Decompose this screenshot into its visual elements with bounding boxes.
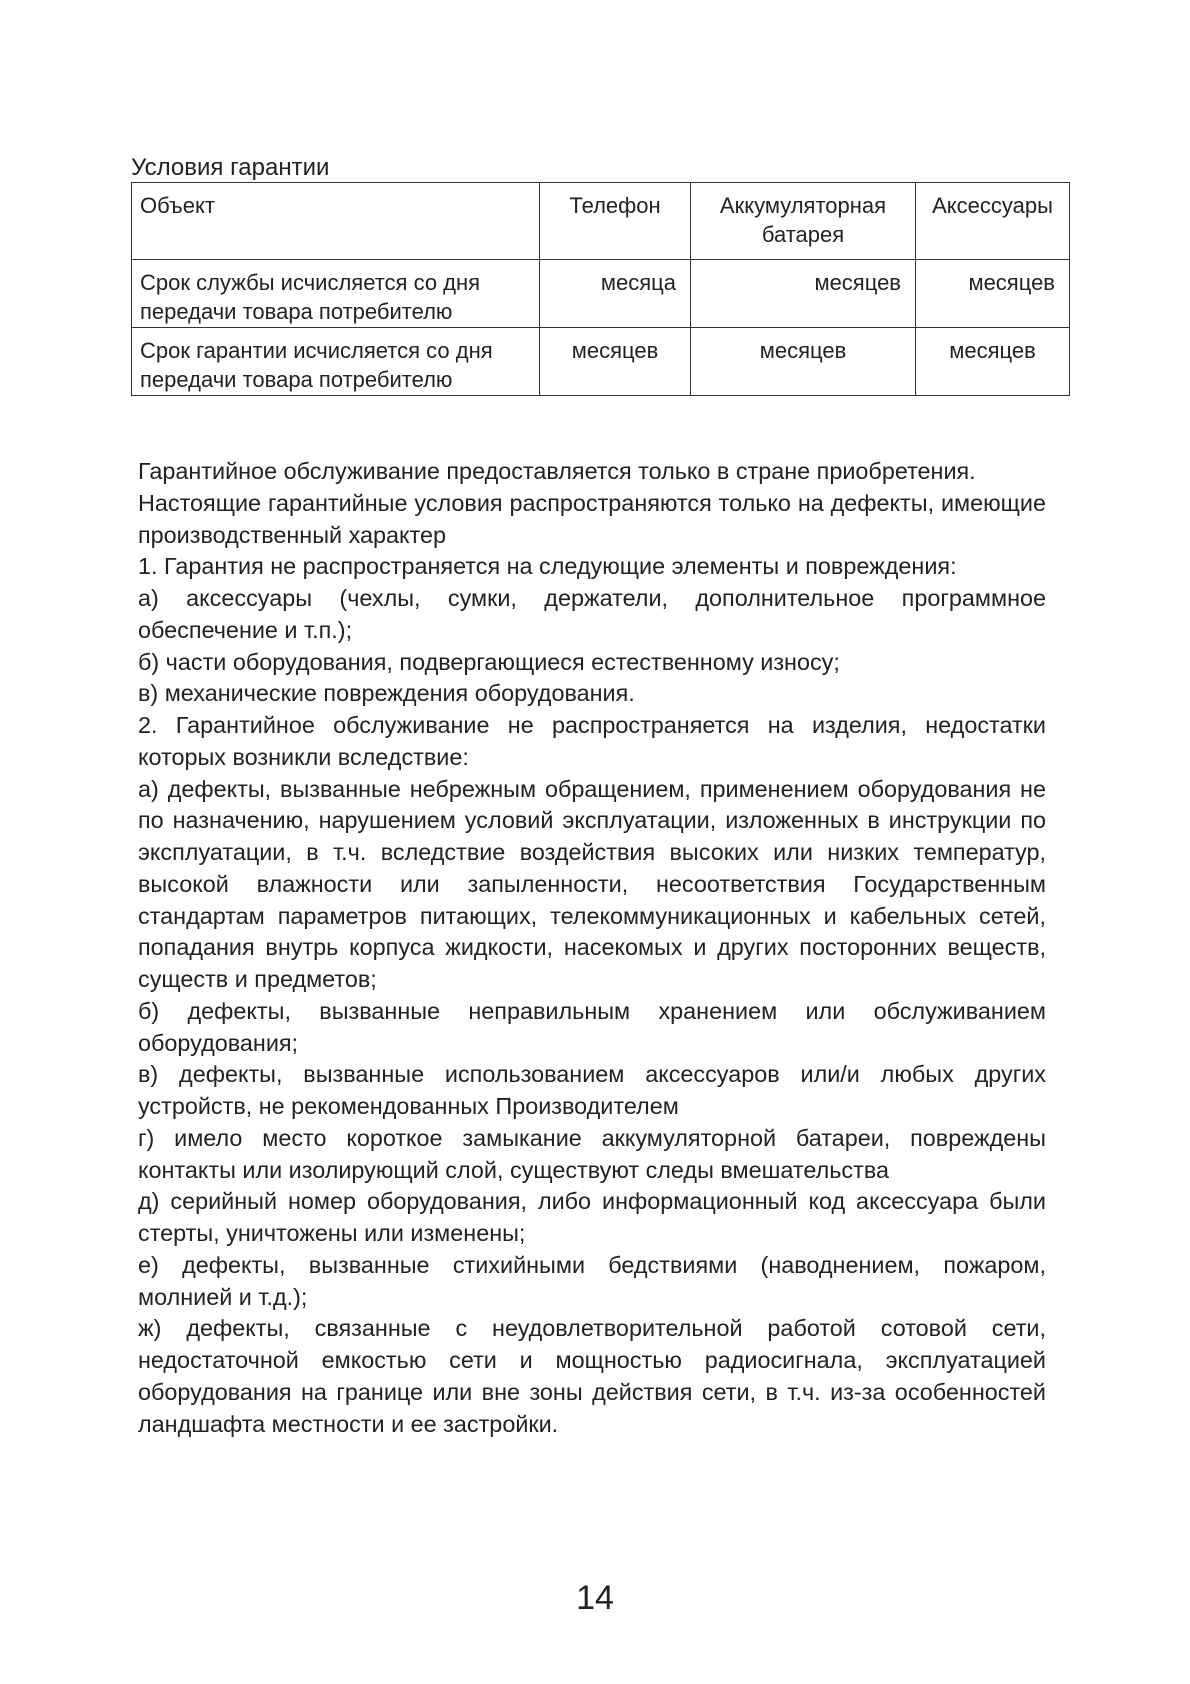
paragraph: ж) дефекты, связанные с неудовлетворительной работой сотовой сети, недостаточной емкостью сети и мощностью радиосигнала, эксплуатацией оборудования на границе или вне зоны действия сети, в т.ч. из-за особенностей ландшафта местности и ее застройки. [138,1315,1046,1437]
cell-phone: месяцев [540,328,691,396]
row-label-warranty-period: Срок гарантии исчисляется со дня передачи товара потребителю [132,328,540,396]
paragraph: 2. Гарантийное обслуживание не распространяется на изделия, недостатки которых возникли вследствие: [138,712,1046,770]
header-object: Объект [132,183,540,260]
section-title: Условия гарантии [131,154,330,181]
header-battery: Аккумуляторная батарея [691,183,916,260]
cell-accessories: месяцев [916,260,1070,328]
paragraph: в) механические повреждения оборудования. [138,680,635,707]
cell-battery: месяцев [691,328,916,396]
paragraph: Гарантийное обслуживание предоставляется только в стране приобретения. [138,458,976,484]
paragraph: г) имело место короткое замыкание аккумуляторной батареи, повреждены контакты или изолирующий слой, существуют следы вмешательства [138,1124,1046,1183]
paragraph: а) аксессуары (чехлы, сумки, держатели, дополнительное программное обеспечение и т.п.); [138,585,1046,643]
header-phone: Телефон [540,183,691,260]
paragraph: е) дефекты, вызванные стихийными бедствиями (наводнением, пожаром, молнией и т.д.); [138,1251,1046,1310]
paragraph: б) части оборудования, подвергающиеся естественному износу; [138,648,840,675]
cell-accessories: месяцев [916,328,1070,396]
row-label-service-life: Срок службы исчисляется со дня передачи товара потребителю [132,260,540,328]
paragraph: 1. Гарантия не распространяется на следующие элементы и повреждения: [138,553,957,580]
page-number: 14 [576,1579,614,1617]
table-row [132,328,1070,396]
paragraph: д) серийный номер оборудования, либо информационный код аксессуара были стерты, уничтожены или изменены; [138,1188,1046,1246]
warranty-conditions-text [138,456,1046,1440]
warranty-table [131,182,1070,396]
paragraph: б) дефекты, вызванные неправильным хранением или обслуживанием оборудования; [138,997,1046,1056]
cell-battery: месяцев [691,260,916,328]
header-accessories: Аксессуары [916,183,1070,260]
paragraph: а) дефекты, вызванные небрежным обращением, применением оборудования не по назначению, нарушением условий эксплуатации, изложенных в инструкции по эксплуатации, в т.ч. вследствие воздействия высоких или низких температур, высокой влажности или запыленности, несоответствия Государственным стандартам параметров питающих, телекоммуникационных и кабельных сетей, попадания внутрь корпуса жидкости, насекомых и других посторонних веществ, существ и предметов; [138,775,1046,992]
paragraph: Настоящие гарантийные условия распространяются только на дефекты, имеющие производственный характер [138,489,1046,548]
paragraph: в) дефекты, вызванные использованием аксессуаров или/и любых других устройств, не рекомендованных Производителем [138,1061,1046,1119]
cell-phone: месяца [540,260,691,328]
table-header-row [132,183,1070,260]
table-row [132,260,1070,328]
